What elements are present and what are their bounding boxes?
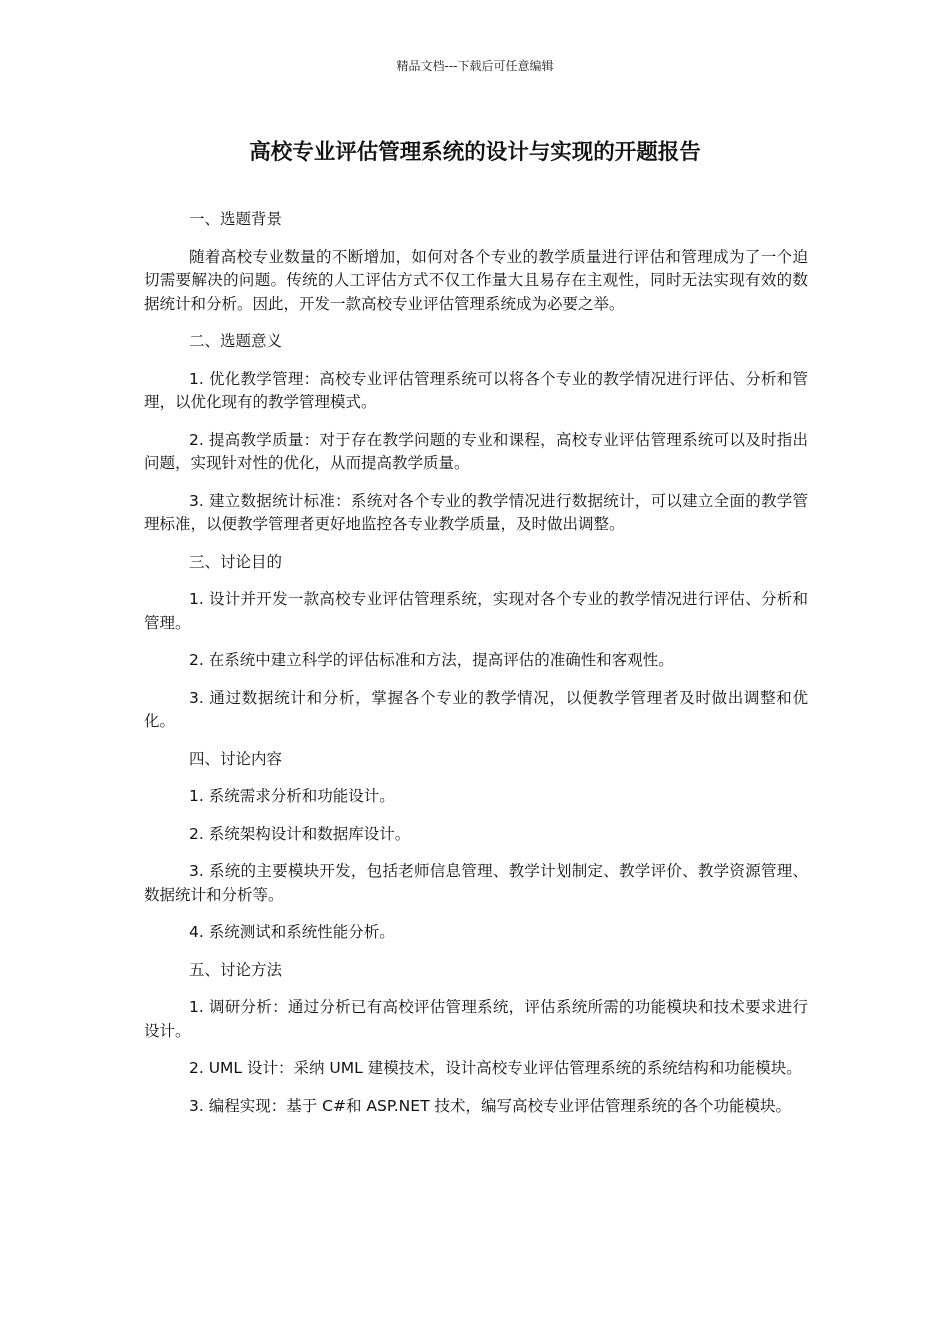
paragraph: 2. 提高教学质量：对于存在教学问题的专业和课程，高校专业评估管理系统可以及时指出问题，实现针对性的优化，从而提高教学质量。 (144, 430, 808, 472)
document-title: 高校专业评估管理系统的设计与实现的开题报告 (249, 140, 701, 165)
paragraph: 3. 编程实现：基于 C#和 ASP.NET 技术，编写高校专业评估管理系统的各个功能模块。 (189, 1096, 791, 1115)
paragraph: 3. 建立数据统计标准：系统对各个专业的教学情况进行数据统计，可以建立全面的教学管理标准，以便教学管理者更好地监控各专业教学质量，及时做出调整。 (144, 491, 808, 533)
paragraph: 1. 调研分析：通过分析已有高校评估管理系统，评估系统所需的功能模块和技术要求进行设计。 (144, 998, 808, 1040)
paragraph: 1. 设计并开发一款高校专业评估管理系统，实现对各个专业的教学情况进行评估、分析和管理。 (144, 590, 808, 632)
paragraph: 2. UML 设计：采纳 UML 建模技术，设计高校专业评估管理系统的系统结构和功能模块。 (189, 1059, 802, 1077)
section-heading: 四、讨论内容 (189, 749, 283, 768)
paragraph: 3. 通过数据统计和分析，掌握各个专业的教学情况，以便教学管理者及时做出调整和优化。 (144, 688, 808, 730)
paragraph: 1. 系统需求分析和功能设计。 (189, 787, 395, 805)
paragraph: 2. 在系统中建立科学的评估标准和方法，提高评估的准确性和客观性。 (189, 651, 674, 669)
section-background (144, 208, 808, 316)
document-body (144, 208, 808, 1132)
paragraph: 2. 系统架构设计和数据库设计。 (189, 824, 411, 843)
section-significance (144, 330, 808, 537)
section-heading: 五、讨论方法 (189, 960, 283, 979)
paragraph: 随着高校专业数量的不断增加，如何对各个专业的教学质量进行评估和管理成为了一个迫切需要解决的问题。传统的人工评估方式不仅工作量大且易存在主观性，同时无法实现有效的数据统计和分析。因此，开发一款高校专业评估管理系统成为必要之举。 (144, 247, 808, 313)
section-content (144, 748, 808, 945)
page-header: 精品文档---下载后可任意编辑 (396, 59, 554, 73)
paragraph: 1. 优化教学管理：高校专业评估管理系统可以将各个专业的教学情况进行评估、分析和管理，以优化现有的教学管理模式。 (144, 369, 808, 411)
section-method (144, 959, 808, 1119)
section-heading: 二、选题意义 (189, 332, 283, 350)
section-heading: 一、选题背景 (189, 210, 283, 228)
paragraph: 3. 系统的主要模块开发，包括老师信息管理、教学计划制定、教学评价、教学资源管理、数据统计和分析等。 (144, 862, 808, 904)
paragraph: 4. 系统测试和系统性能分析。 (189, 923, 395, 941)
section-heading: 三、讨论目的 (189, 552, 283, 571)
section-purpose (144, 551, 808, 734)
